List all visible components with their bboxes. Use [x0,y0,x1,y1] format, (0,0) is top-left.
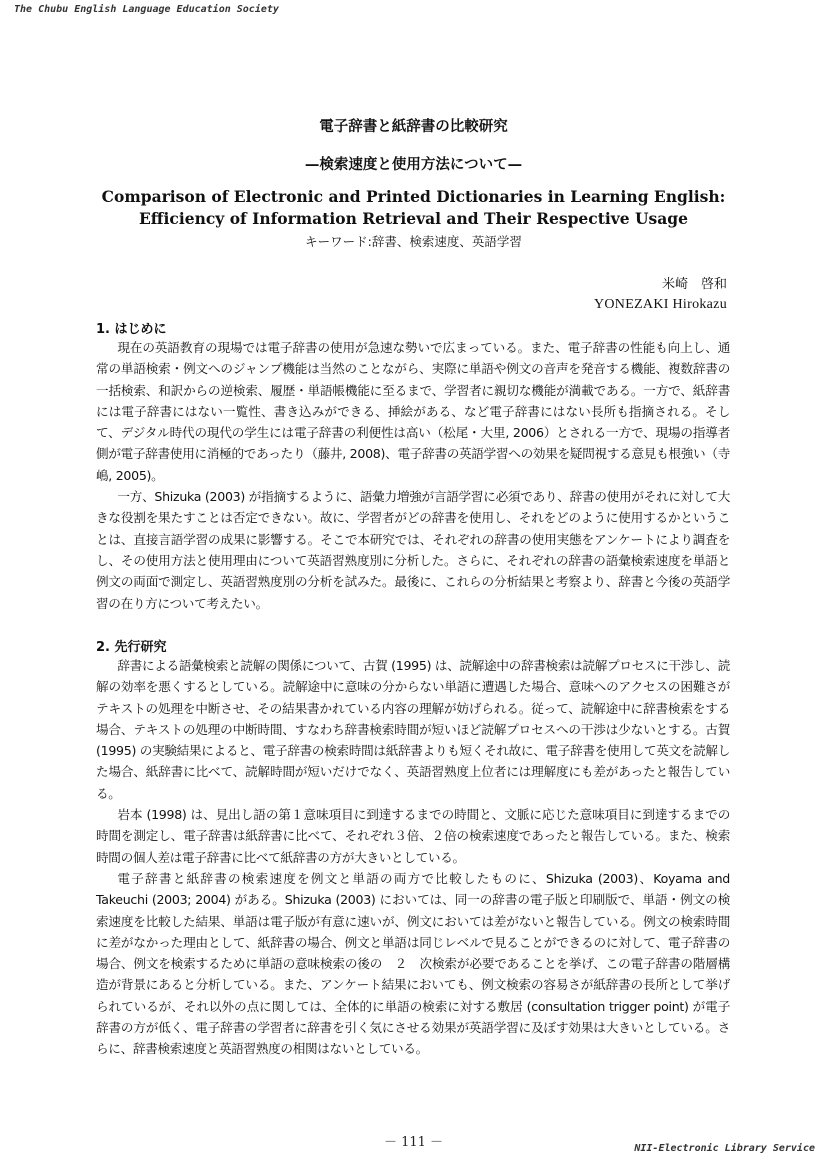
section-body-intro [96,337,730,614]
keywords: キーワード:辞書、検索速度、英語学習 [305,234,522,249]
author-block [594,275,727,315]
author-name-english: YONEZAKI Hirokazu [593,297,727,312]
page-number: － 111 － [383,1135,444,1150]
title-english-line1: Comparison of Electronic and Printed Dictionaries in Learning English: [101,187,726,206]
paragraph: 岩本 (1998) は、見出し語の第１意味項目に到達するまでの時間と、文脈に応じた意味項目に到達するまでの時間を測定し、電子辞書は紙辞書に比べて、それぞれ３倍、２倍の検索速度であったと報告している。また、検索時間の個人差は電子辞書に比べて紙辞書の方が大きいとしている。 [96,807,730,865]
paragraph: 電子辞書と紙辞書の検索速度を例文と単語の両方で比較したものに、Shizuka (2003)、Koyama and Takeuchi (2003; 2004) がある。Shizuka (2003) においては、同一の辞書の電子版と印刷版で、単語・例文の検索速度を比較した結果、単語は電子版が有意に速いが、例文においては差がないと報告している。例文の検索時間に差がなかった理由として、紙辞書の場合、例文と単語は同じレベルで見ることができるのに対して、電子辞書の場合、例文を検索するために単語の意味検索の後の ２ 次検索が必要であることを挙げ、この電子辞書の階層構造が背景にあると分析している。また、アンケート結果においても、例文検索の容易さが紙辞書の長所として挙げられているが、それ以外の点に関しては、全体的に単語の検索に対する敷居 (consultation trigger point) が電子辞書の方が低く、電子辞書の学習者に辞書を引く気にさせる効果が英語学習に及ぼす効果は大きいとしている。さらに、辞書検索速度と英語習熟度の相関はないとしている。 [96,870,730,1057]
subtitle-japanese: —検索速度と使用方法について— [304,157,523,173]
paragraph: 一方、Shizuka (2003) が指摘するように、語彙力増強が言語学習に必須であり、辞書の使用がそれに対して大きな役割を果たすことは否定できない。故に、学習者がどの辞書を使用し、それをどのように使用するかということは、直接言語学習の成果に影響する。そこで本研究では、それぞれの辞書の使用実態をアンケートにより調査をし、その使用方法と使用理由について英語習熟度別に分析した。さらに、それぞれの辞書の語彙検索速度を単語と例文の両面で測定し、英語習熟度別の分析を試みた。最後に、これらの分析結果と考察より、辞書と今後の英語学習の在り方について考えたい。 [96,489,730,611]
paragraph: 辞書による語彙検索と読解の関係について、古賀 (1995) は、読解途中の辞書検索は読解プロセスに干渉し、読解の効率を悪くするとしている。読解途中に意味の分からない単語に遭遇した場合、意味へのアクセスの困難さがテキストの処理を中断させ、その結果書かれている内容の理解が妨げられる。従って、読解途中に辞書検索をする場合、テキストの処理の中断時間、すなわち辞書検索時間が短いほど読解プロセスへの干渉は少ないとする。古賀 (1995) の実験結果によると、電子辞書の検索時間は紙辞書よりも短くそれ故に、電子辞書を使用して英文を読解した場合、紙辞書に比べて、読解時間が短いだけでなく、英語習熟度上位者には理解度にも差があったと報告している。 [96,658,730,801]
title-english-line2: Efficiency of Information Retrieval and Their Respective Usage [138,209,689,228]
title-japanese: 電子辞書と紙辞書の比較研究 [319,119,508,135]
author-name-japanese: 米崎 啓和 [661,277,727,292]
paragraph: 現在の英語教育の現場では電子辞書の使用が急速な勢いで広まっている。また、電子辞書の性能も向上し、通常の単語検索・例文へのジャンプ機能は当然のことながら、実際に単語や例文の音声を発音する機能、複数辞書の一括検索、和訳からの逆検索、履歴・単語帳機能に至るまで、学習者に親切な機能が満載である。一方で、紙辞書には電子辞書にはない一覧性、書き込みができる、挿絵がある、など電子辞書にはない長所も指摘される。そして、デジタル時代の現代の学生には電子辞書の利便性は高い（松尾・大里, 2006）とされる一方で、現場の指導者側が電子辞書使用に消極的であったり（藤井, 2008)、電子辞書の英語学習への効果を疑問視する意見も根強い（寺嶋, 2005)。 [96,340,730,483]
section-heading-intro: 1. はじめに [96,322,167,337]
section-heading-prior-research: 2. 先行研究 [96,640,167,655]
society-header: The Chubu English Language Education Society [14,4,279,15]
title-english [0,186,827,230]
source-footer: NII-Electronic Library Service [634,1143,815,1154]
section-body-prior-research [96,655,730,1060]
